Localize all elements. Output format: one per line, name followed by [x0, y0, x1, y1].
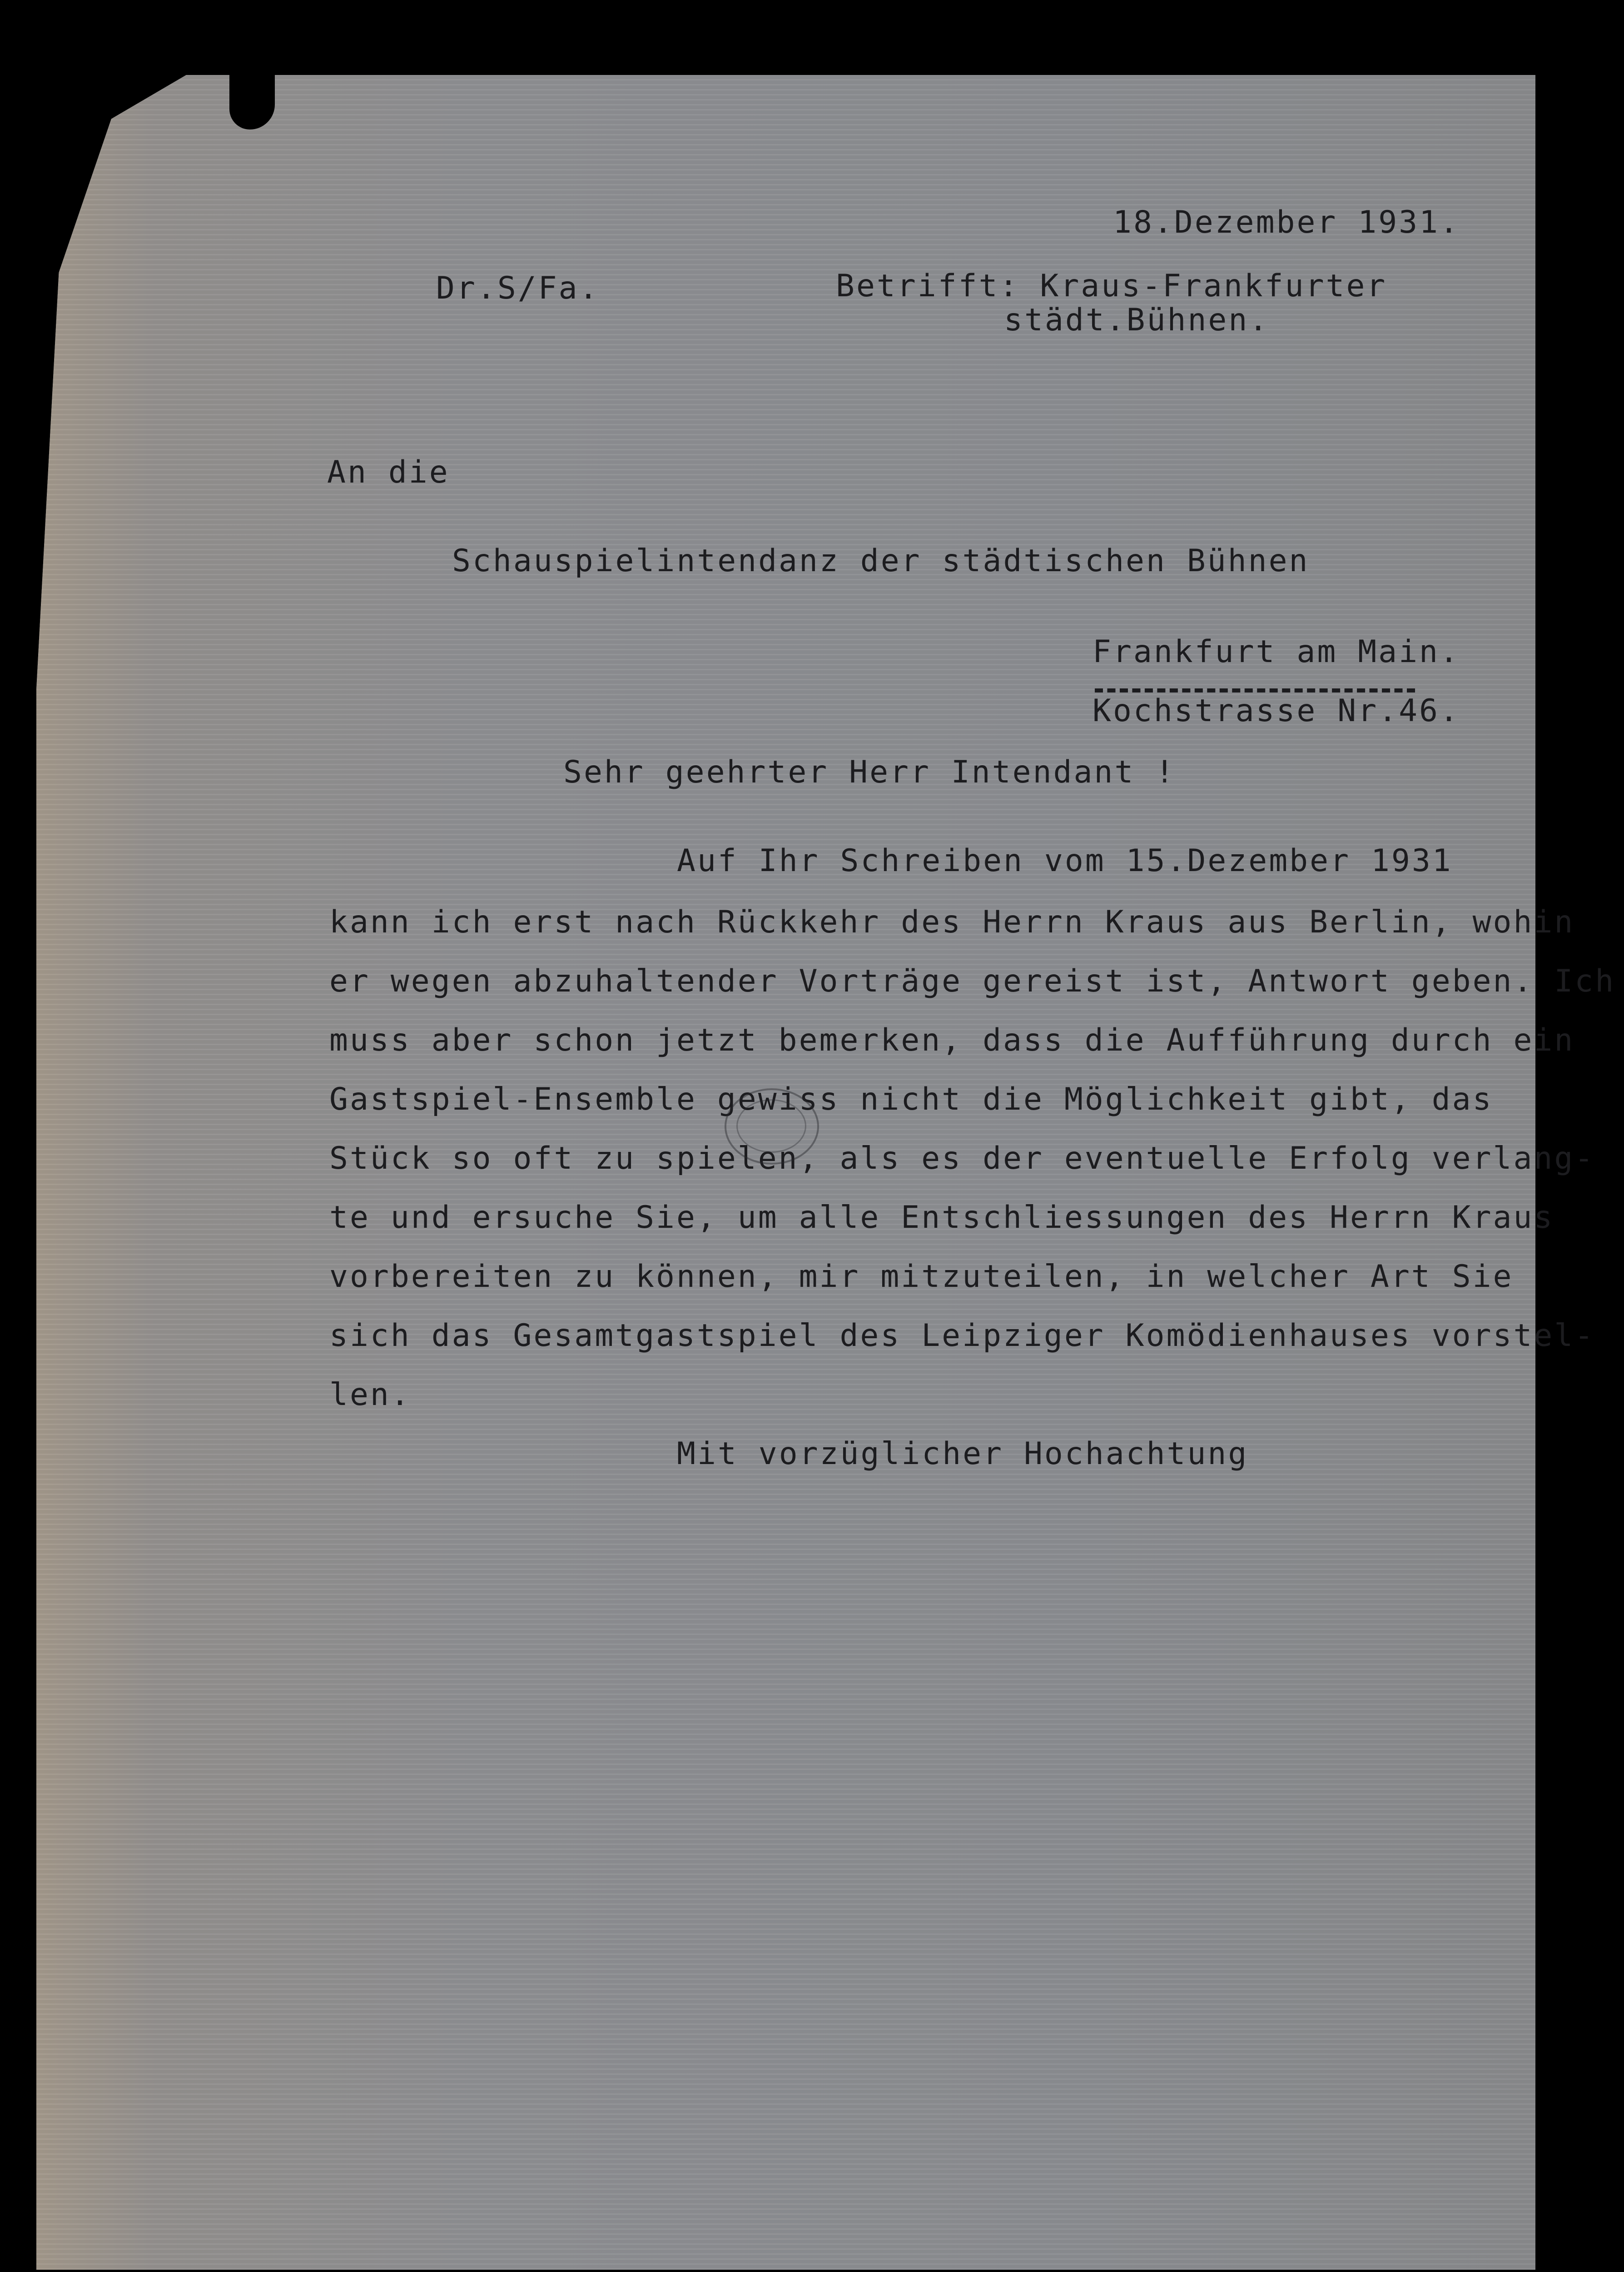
body-line-3: er wegen abzuhaltender Vorträge gereist ist, Antwort geben. Ich [329, 963, 1616, 999]
body-line-2: kann ich erst nach Rückkehr des Herrn Kraus aus Berlin, wohin [329, 904, 1575, 940]
body-line-5: Gastspiel-Ensemble gewiss nicht die Möglichkeit gibt, das [329, 1081, 1493, 1117]
recipient-name: Schauspielintendanz der städtischen Bühnen [452, 543, 1310, 579]
body-line-4: muss aber schon jetzt bemerken, dass die Aufführung durch ein [329, 1022, 1575, 1058]
recipient-street: Kochstrasse Nr.46. [1093, 693, 1460, 729]
body-line-1: Auf Ihr Schreiben vom 15.Dezember 1931 [677, 843, 1453, 879]
letter-reference: Dr.S/Fa. [436, 270, 600, 306]
archive-stamp [725, 1088, 819, 1165]
body-line-9: sich das Gesamtgastspiel des Leipziger Komödienhauses vorstel- [329, 1318, 1595, 1354]
address-to: An die [327, 454, 450, 490]
body-line-7: te und ersuche Sie, um alle Entschliessungen des Herrn Kraus [329, 1200, 1554, 1236]
recipient-city: Frankfurt am Main. [1093, 634, 1460, 670]
body-line-8: vorbereiten zu können, mir mitzuteilen, in welcher Art Sie [329, 1259, 1514, 1295]
subject-line-2: städt.Bühnen. [1004, 302, 1270, 338]
letter-greeting: Sehr geehrter Herr Intendant ! [563, 754, 1176, 790]
letter-closing: Mit vorzüglicher Hochachtung [677, 1436, 1249, 1472]
subject-line-1: Betrifft: Kraus-Frankfurter [836, 268, 1387, 304]
body-line-6: Stück so oft zu spielen, als es der eventuelle Erfolg verlang- [329, 1141, 1595, 1176]
paper-tear [229, 75, 275, 130]
letter-date: 18.Dezember 1931. [1113, 204, 1460, 240]
body-line-10: len. [329, 1377, 411, 1413]
city-underline [1095, 688, 1415, 693]
